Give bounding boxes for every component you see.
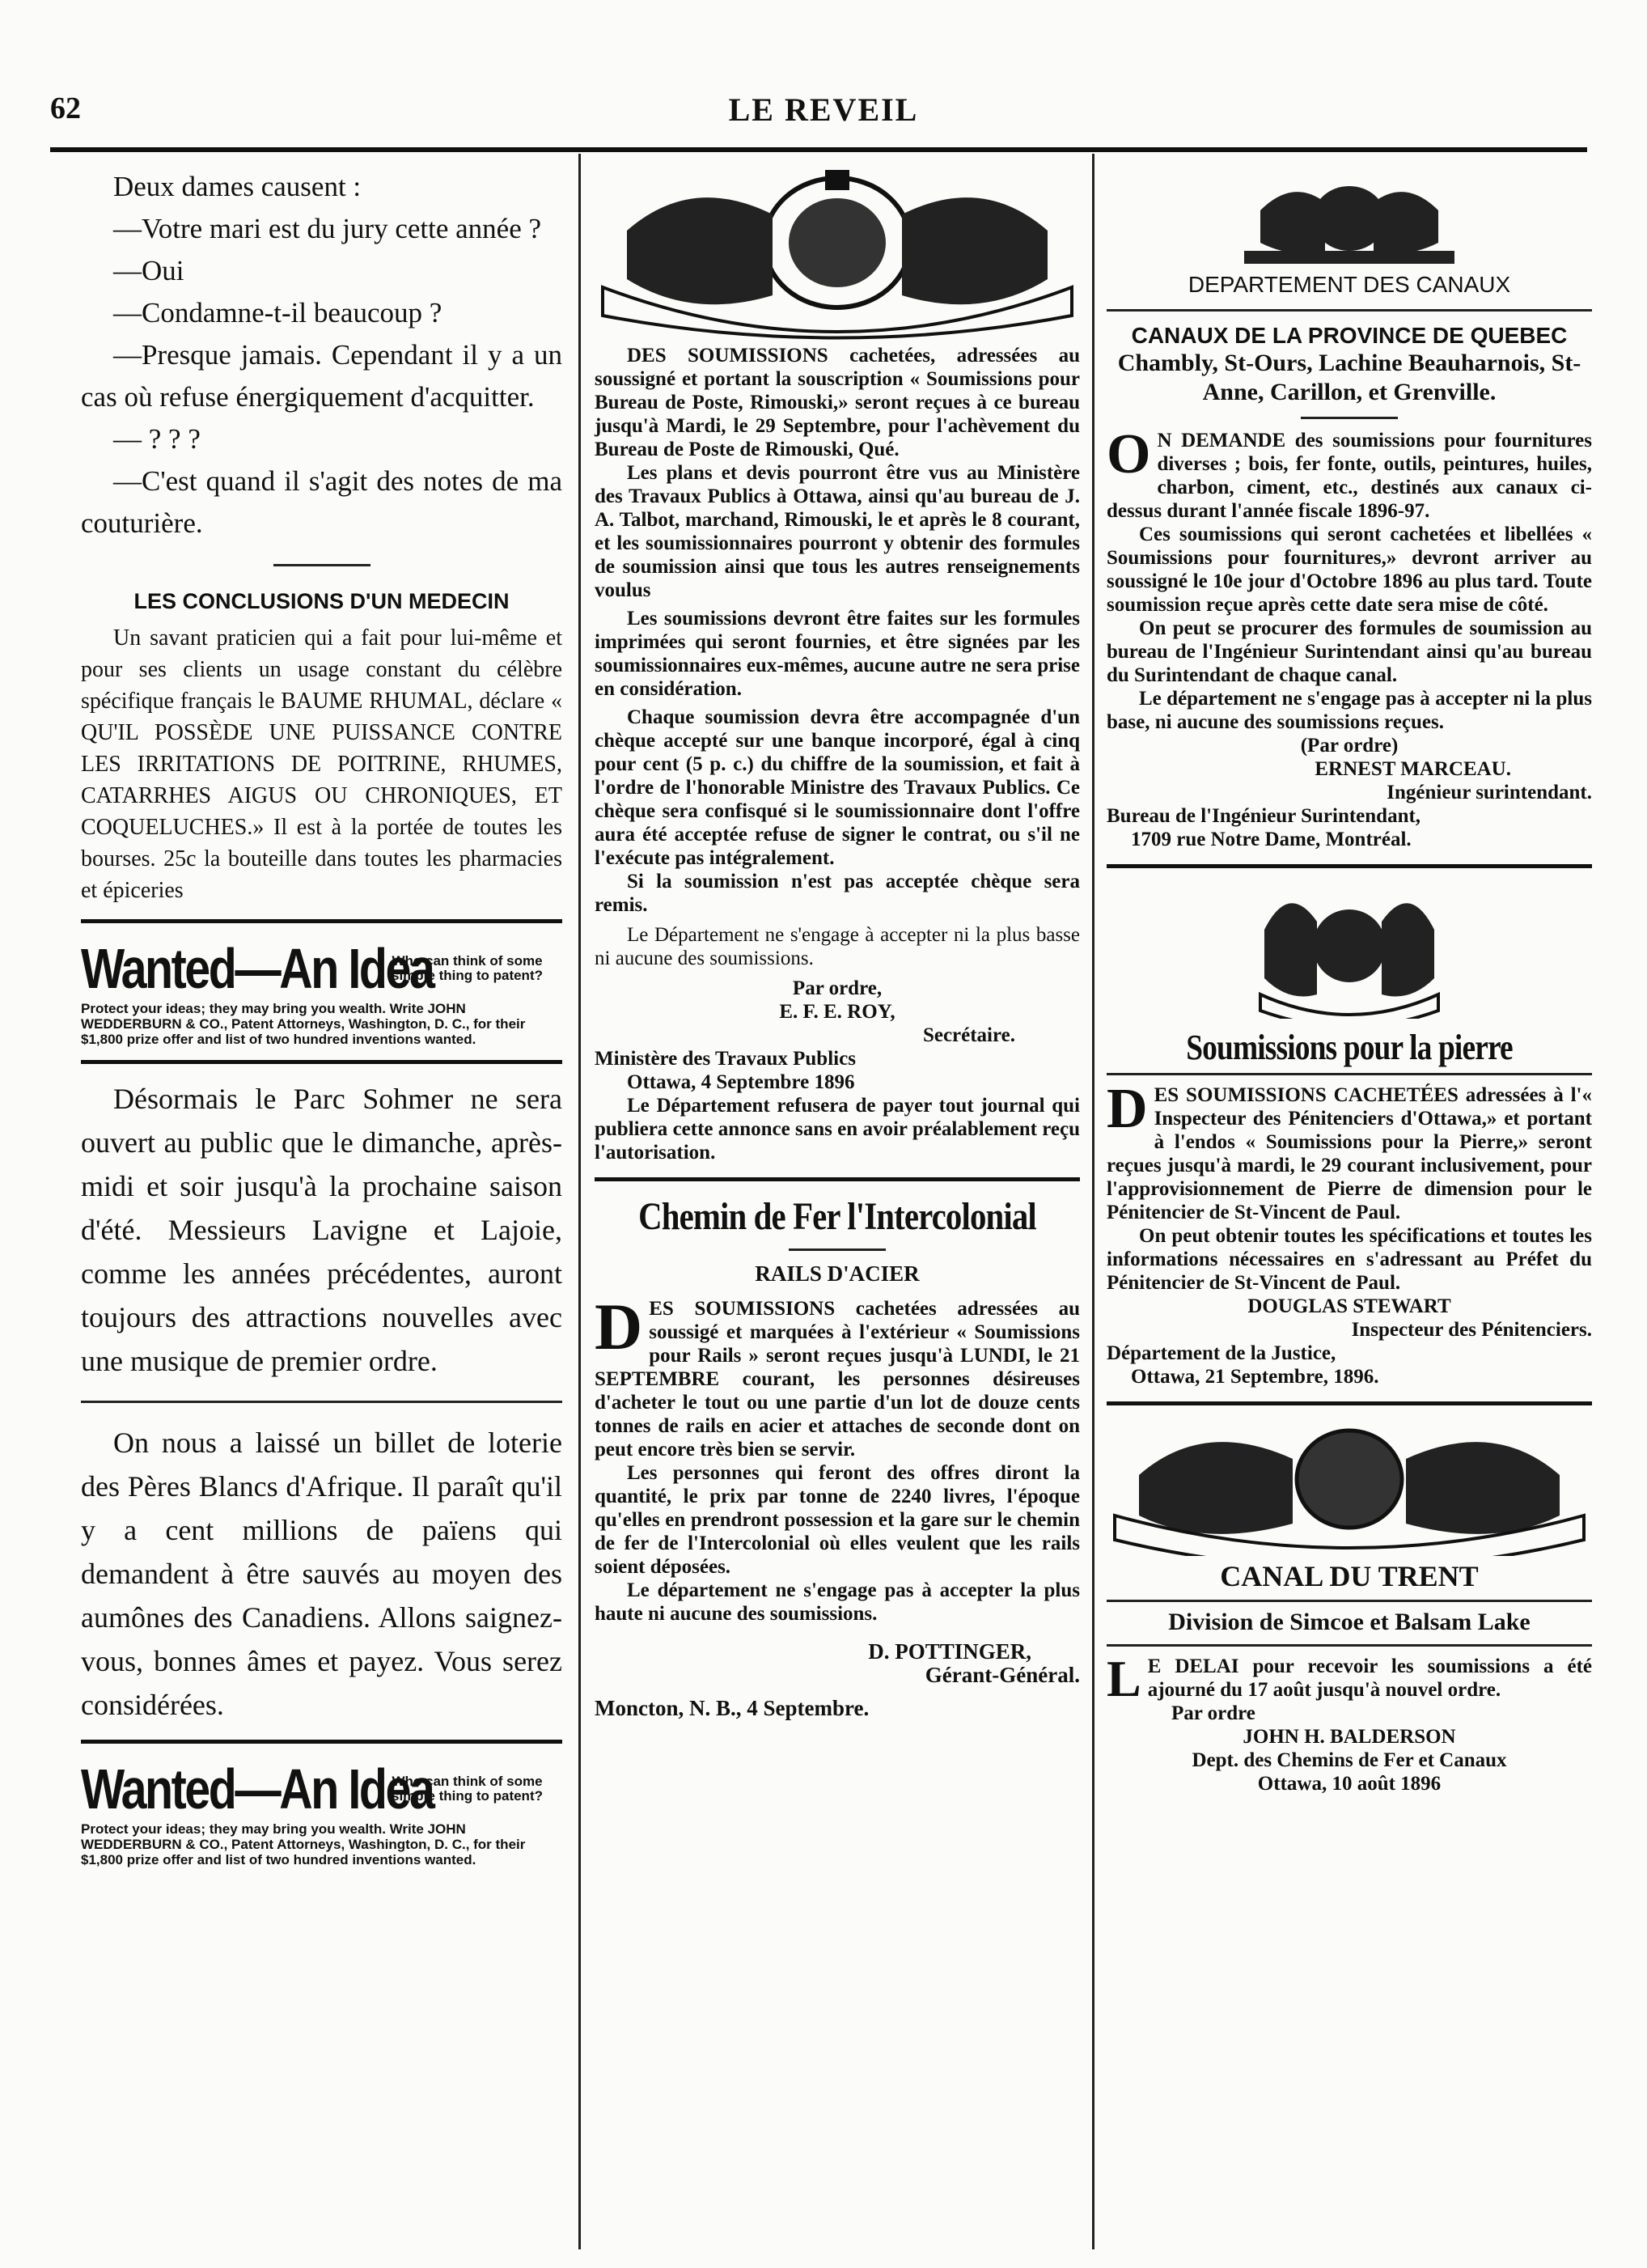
signature: JOHN H. BALDERSON bbox=[1243, 1726, 1456, 1748]
royal-crest-icon bbox=[1256, 881, 1442, 1019]
loterie-text: On nous a laissé un billet de loterie des Pères Blancs d'Afrique. Il paraît qu'il y a cent millions de païens qui demandent à être sauvés au moyen des aumônes des Canadiens. Allons saignez-vous, bonnes âmes et payez. Vous serez considérées. bbox=[81, 1427, 562, 1721]
separator bbox=[1107, 1644, 1592, 1647]
signature: Bureau de l'Ingénieur Surintendant, bbox=[1107, 805, 1421, 827]
signature: Ottawa, 10 août 1896 bbox=[1257, 1773, 1442, 1795]
place-date: Ottawa, 4 Septembre 1896 bbox=[627, 1071, 855, 1093]
separator bbox=[273, 564, 370, 566]
signature: DOUGLAS STEWART bbox=[1247, 1295, 1451, 1317]
joke-line: —C'est quand il s'agit des notes de ma couturière. bbox=[81, 465, 562, 539]
joke-line: Deux dames causent : bbox=[113, 171, 362, 202]
separator bbox=[81, 1401, 562, 1403]
bureau-poste-text: Chaque soumission devra être accompagnée d'un chèque accepté sur une banque incorporé, égal à cinq pour cent (5 p. c.) du chiffre de la soumission, et fait à l'ordre de l'honorable Ministre des Travaux Publics. Ce chèque sera confisqué si le soumissionnaire dont l'offre aura été acceptée refuse de signer le contrat, ou s'il ne l'exécute pas intégralement. bbox=[595, 706, 1080, 869]
header-rule bbox=[50, 147, 1587, 152]
rails-text: Les personnes qui feront des offres diront la quantité, le prix par tonne de 2240 livres, l'époque qu'elles en prendront possession et la gare sur le chemin de fer de l'Intercolonial où elles veulent que les rails soient déposées. bbox=[595, 1462, 1080, 1578]
trent-text-body: E DELAI pour recevoir les soumissions a été ajourné du 17 août jusqu'à nouvel ordre. bbox=[1147, 1655, 1592, 1701]
column-divider-1 bbox=[578, 154, 581, 2249]
signature: Inspecteur des Pénitenciers. bbox=[1351, 1319, 1592, 1341]
joke-line: —Oui bbox=[113, 255, 184, 286]
canaux-text: Ces soumissions qui seront cachetées et libellées « Soumissions pour fournitures,» devront arriver au soussigné le 10e jour d'Octobre 1896 au plus tard. Toute soumission reçue après cette date sera mise de côté. bbox=[1107, 524, 1592, 616]
wanted-body: Protect your ideas; they may bring you wealth. Write JOHN WEDDERBURN & CO., Patent Attorneys, Washington, D. C., for their $1,800 prize offer and list of two hundred inventions wanted. bbox=[81, 1821, 526, 1867]
separator bbox=[81, 1060, 562, 1064]
signature: Par ordre bbox=[1171, 1702, 1255, 1724]
bureau-poste-text: Le Département refusera de payer tout journal qui publiera cette annonce sans en avoir préalablement reçu l'autorisation. bbox=[595, 1095, 1080, 1164]
canaux-text bbox=[1107, 423, 1592, 523]
canaux-subheading: Chambly, St-Ours, Lachine Beauharnois, St-Anne, Carillon, et Grenville. bbox=[1117, 350, 1581, 405]
signature: Ottawa, 21 Septembre, 1896. bbox=[1131, 1366, 1379, 1388]
joke-line: —Presque jamais. Cependant il y a un cas où refuse énergiquement d'acquitter. bbox=[81, 339, 562, 413]
royal-crest-icon bbox=[1244, 178, 1454, 267]
drop-cap: L bbox=[1107, 1650, 1141, 1707]
royal-crest-icon bbox=[595, 166, 1080, 344]
drop-cap: O bbox=[1107, 423, 1151, 485]
medecin-text: Un savant praticien qui a fait pour lui-même et pour ses clients un usage constant du célèbre spécifique français le BAUME RHUMAL, déclare « QU'IL POSSÈDE UNE PUISSANCE CONTRE LES IRRITATIONS DE POITRINE, RHUMES, CATARRHES AIGUS OU CHRONIQUES, ET COQUELUCHES.» Il est à la portée de toutes les bourses. 25c la bouteille dans toutes les pharmacies et épiceries bbox=[81, 625, 562, 903]
canaux-text-body: N DEMANDE des soumissions pour fournitures diverses ; bois, fer fonte, outils, peintures, huiles, charbon, ciment, etc., destinés aux canaux ci-dessus durant l'année fiscale 1896-97. bbox=[1107, 430, 1592, 522]
joke-line: —Votre mari est du jury cette année ? bbox=[113, 213, 542, 244]
wanted-side: Who can think of some simple thing to patent? bbox=[392, 953, 543, 983]
signature: Ingénieur surintendant. bbox=[1387, 782, 1592, 803]
rails-heading: RAILS D'ACIER bbox=[755, 1261, 920, 1286]
canaux-text: On peut se procurer des formules de soumission au bureau de l'Ingénieur Surintendant ainsi qu'au bureau du Surintendant de chaque canal. bbox=[1107, 617, 1592, 686]
pierre-text: On peut obtenir toutes les spécifications et toutes les informations nécessaires en s'adressant au Préfet du Pénitencier de St-Vincent de Paul. bbox=[1107, 1225, 1592, 1294]
signature: D. POTTINGER, bbox=[868, 1639, 1031, 1664]
joke-line: — ? ? ? bbox=[113, 423, 201, 455]
page-number: 62 bbox=[50, 91, 81, 125]
pierre-heading: Soumissions pour la pierre bbox=[1186, 1028, 1513, 1067]
separator bbox=[81, 1740, 562, 1744]
separator bbox=[1107, 309, 1592, 312]
separator bbox=[1107, 864, 1592, 868]
signature: E. F. E. ROY, bbox=[779, 1001, 895, 1023]
place-date: Ministère des Travaux Publics bbox=[595, 1048, 856, 1070]
joke-line: —Condamne-t-il beaucoup ? bbox=[113, 297, 442, 329]
bureau-poste-text: Le Département ne s'engage à accepter ni la plus basse ni aucune des soumissions. bbox=[595, 924, 1080, 969]
signature: Département de la Justice, bbox=[1107, 1342, 1336, 1364]
bureau-poste-text: Les soumissions devront être faites sur les formules imprimées qui seront fournies, et être signées par les soumissionnaires eux-mêmes, aucune autre ne sera prise en considération. bbox=[595, 608, 1080, 700]
medecin-heading: LES CONCLUSIONS D'UN MEDECIN bbox=[133, 589, 510, 613]
rails-text: Le département ne s'engage pas à accepter la plus haute ni aucune des soumissions. bbox=[595, 1579, 1080, 1625]
column-divider-2 bbox=[1092, 154, 1094, 2249]
bureau-poste-text: Si la soumission n'est pas acceptée chèque sera remis. bbox=[595, 871, 1080, 916]
parc-sohmer-text: Désormais le Parc Sohmer ne sera ouvert au public que le dimanche, après-midi et soir jusqu'à la prochaine saison d'été. Messieurs Lavigne et Lajoie, comme les années précédentes, auront toujours des attractions nouvelles avec une musique de premier ordre. bbox=[81, 1083, 562, 1377]
dept-canaux-heading: DEPARTEMENT DES CANAUX bbox=[1188, 272, 1511, 297]
wanted-title: Wanted—An Idea bbox=[81, 1757, 434, 1821]
signature: Par ordre, bbox=[792, 977, 883, 999]
place-date: Moncton, N. B., 4 Septembre. bbox=[595, 1696, 870, 1720]
signature: ERNEST MARCEAU. bbox=[1315, 758, 1511, 780]
trent-heading: CANAL DU TRENT bbox=[1220, 1560, 1479, 1592]
separator bbox=[81, 919, 562, 923]
signature: Secrétaire. bbox=[922, 1024, 1015, 1046]
bureau-poste-text: DES SOUMISSIONS cachetées, adressées au soussigné et portant la souscription « Soumissions pour Bureau de Poste, Rimouski,» seront reçues à ce bureau jusqu'à Mardi, le 29 Septembre, pour l'achèvement du Bureau de Poste de Rimouski, Qué. bbox=[595, 345, 1080, 460]
separator bbox=[1107, 1600, 1592, 1602]
separator bbox=[595, 1177, 1080, 1181]
signature: (Par ordre) bbox=[1300, 735, 1399, 757]
royal-crest-icon bbox=[1107, 1418, 1592, 1556]
canaux-heading: CANAUX DE LA PROVINCE DE QUEBEC bbox=[1131, 323, 1568, 348]
newspaper-title: LE REVEIL bbox=[728, 91, 919, 128]
drop-cap: D bbox=[595, 1290, 643, 1363]
rails-text bbox=[595, 1290, 1080, 1461]
canaux-text: Le département ne s'engage pas à accepter ni la plus base, ni aucune des soumissions reçues. bbox=[1107, 688, 1592, 733]
rails-text-body: ES SOUMISSIONS cachetées adressées au soussigé et marquées à l'extérieur « Soumissions pour Rails » seront reçues jusqu'à LUNDI, le 21 SEPTEMBRE courant, les personnes désireuses d'acheter le tout ou une partie d'un lot de douze cents tonnes de rails en acier et attaches de seconde dont on peut encore très bien se servir. bbox=[595, 1298, 1080, 1460]
signature: 1709 rue Notre Dame, Montréal. bbox=[1131, 829, 1412, 850]
drop-cap: D bbox=[1107, 1078, 1148, 1140]
wanted-body: Protect your ideas; they may bring you wealth. Write JOHN WEDDERBURN & CO., Patent Attorneys, Washington, D. C., for their $1,800 prize offer and list of two hundred inventions wanted. bbox=[81, 1001, 526, 1047]
intercolonial-heading: Chemin de Fer l'Intercolonial bbox=[638, 1195, 1036, 1238]
column-1 bbox=[81, 166, 562, 1867]
column-2 bbox=[595, 166, 1080, 1720]
signature: Dept. des Chemins de Fer et Canaux bbox=[1192, 1749, 1507, 1771]
pierre-text bbox=[1107, 1078, 1592, 1224]
wanted-title: Wanted—An Idea bbox=[81, 937, 434, 1000]
signature: Gérant-Général. bbox=[925, 1663, 1080, 1687]
separator bbox=[1107, 1073, 1592, 1075]
separator bbox=[1107, 1401, 1592, 1405]
wanted-ad-2 bbox=[81, 1757, 562, 1821]
joke-dialogue bbox=[81, 166, 562, 545]
separator bbox=[1301, 417, 1398, 419]
bureau-poste-text: Les plans et devis pourront être vus au Ministère des Travaux Publics à Ottawa, ainsi qu'au bureau de J. A. Talbot, marchand, Rimouski, le et après le 8 courant, et les soumissionnaires pourront y obtenir des formules de soumission ainsi que tous les autres renseignements voulus bbox=[595, 462, 1080, 601]
trent-text bbox=[1107, 1650, 1592, 1707]
wanted-ad-1 bbox=[81, 936, 562, 1001]
wanted-side: Who can think of some simple thing to patent? bbox=[392, 1774, 543, 1804]
column-3 bbox=[1107, 178, 1592, 1795]
trent-subheading: Division de Simcoe et Balsam Lake bbox=[1168, 1609, 1531, 1635]
pierre-text-body: ES SOUMISSIONS CACHETÉES adressées à l'« Inspecteur des Pénitenciers d'Ottawa,» et portant à l'endos « Soumissions pour la Pierre,» seront reçues jusqu'à mardi, le 29 courant inclusivement, pour l'approvisionnement de Pierre de dimension pour le Pénitencier de St-Vincent de Paul. bbox=[1107, 1084, 1592, 1223]
separator bbox=[789, 1248, 886, 1251]
